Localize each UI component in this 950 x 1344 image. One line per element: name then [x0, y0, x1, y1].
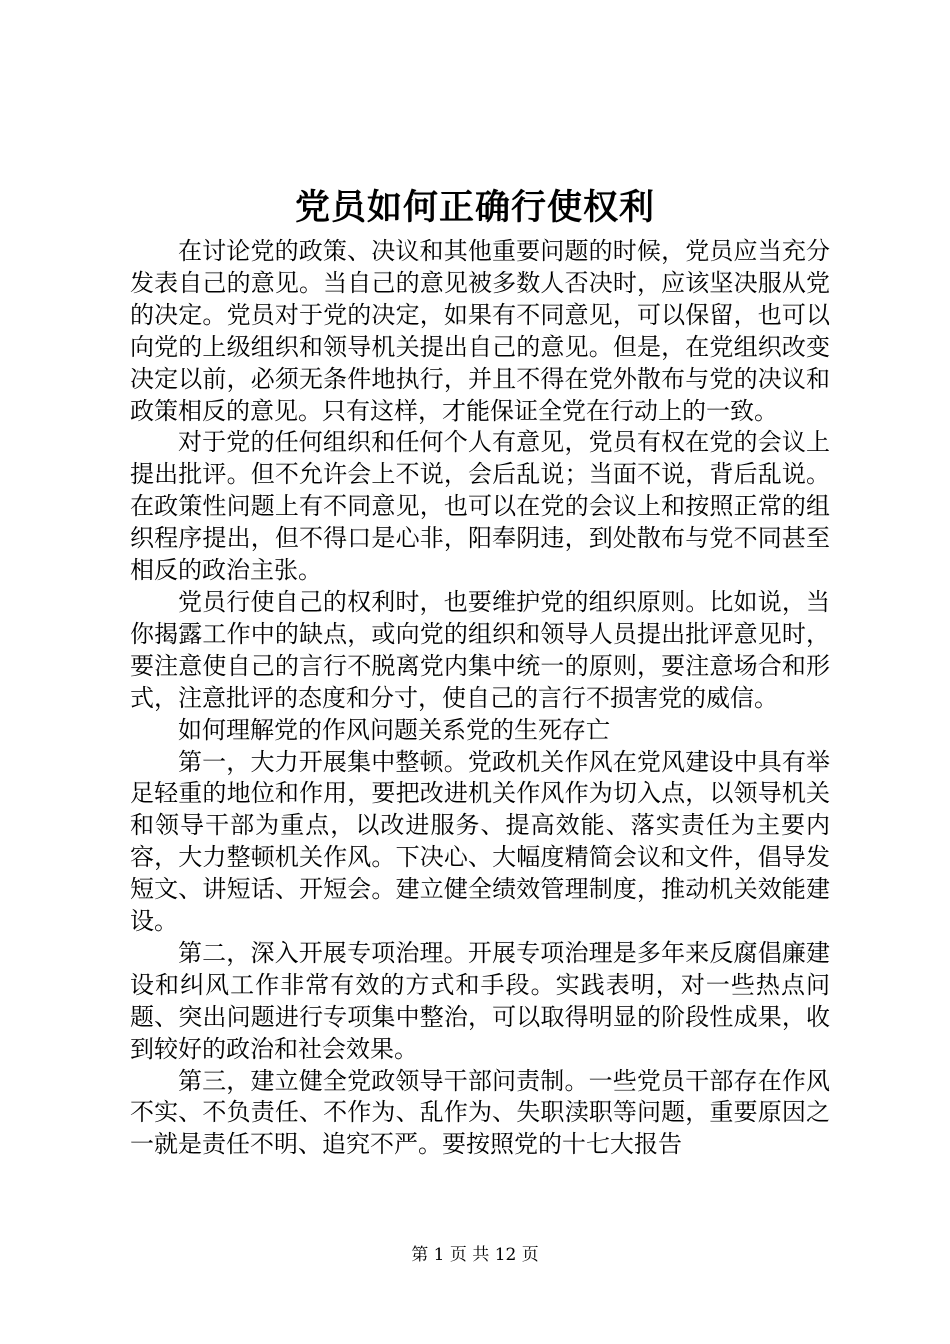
page-footer: 第 1 页 共 12 页: [411, 1245, 539, 1265]
paragraph: 第三，建立健全党政领导干部问责制。一些党员干部存在作风不实、不负责任、不作为、乱作为、失职渎职等问题，重要原因之一就是责任不明、追究不严。要按照党的十七大报告: [130, 1066, 830, 1159]
document-body: [130, 236, 830, 1161]
section-heading: 如何理解党的作风问题关系党的生死存亡: [178, 715, 610, 744]
document-title: 党员如何正确行使权利: [294, 187, 655, 228]
paragraph: 在讨论党的政策、决议和其他重要问题的时候，党员应当充分发表自己的意见。当自己的意见被多数人否决时，应该坚决服从党的决定。党员对于党的决定，如果有不同意见，可以保留，也可以向党的上级组织和领导机关提出自己的意见。但是，在党组织改变决定以前，必须无条件地执行，并且不得在党外散布与党的决议和政策相反的意见。只有这样，才能保证全党在行动上的一致。: [130, 237, 830, 425]
paragraph: 党员行使自己的权利时，也要维护党的组织原则。比如说，当你揭露工作中的缺点，或向党的组织和领导人员提出批评意见时，要注意使自己的言行不脱离党内集中统一的原则，要注意场合和形式，注意批评的态度和分寸，使自己的言行不损害党的威信。: [130, 587, 830, 712]
paragraph: 第一，大力开展集中整顿。党政机关作风在党风建设中具有举足轻重的地位和作用，要把改进机关作风作为切入点，以领导机关和领导干部为重点，以改进服务、提高效能、落实责任为主要内容，大力整顿机关作风。下决心、大幅度精简会议和文件，倡导发短文、讲短话、开短会。建立健全绩效管理制度，推动机关效能建设。: [130, 747, 830, 936]
paragraph: 第二，深入开展专项治理。开展专项治理是多年来反腐倡廉建设和纠风工作非常有效的方式和手段。实践表明，对一些热点问题、突出问题进行专项集中整治，可以取得明显的阶段性成果，收到较好的政治和社会效果。: [130, 938, 830, 1063]
paragraph: 对于党的任何组织和任何个人有意见，党员有权在党的会议上提出批评。但不允许会上不说，会后乱说；当面不说，背后乱说。在政策性问题上有不同意见，也可以在党的会议上和按照正常的组织程序提出，但不得口是心非，阳奉阴违，到处散布与党不同甚至相反的政治主张。: [130, 428, 830, 585]
